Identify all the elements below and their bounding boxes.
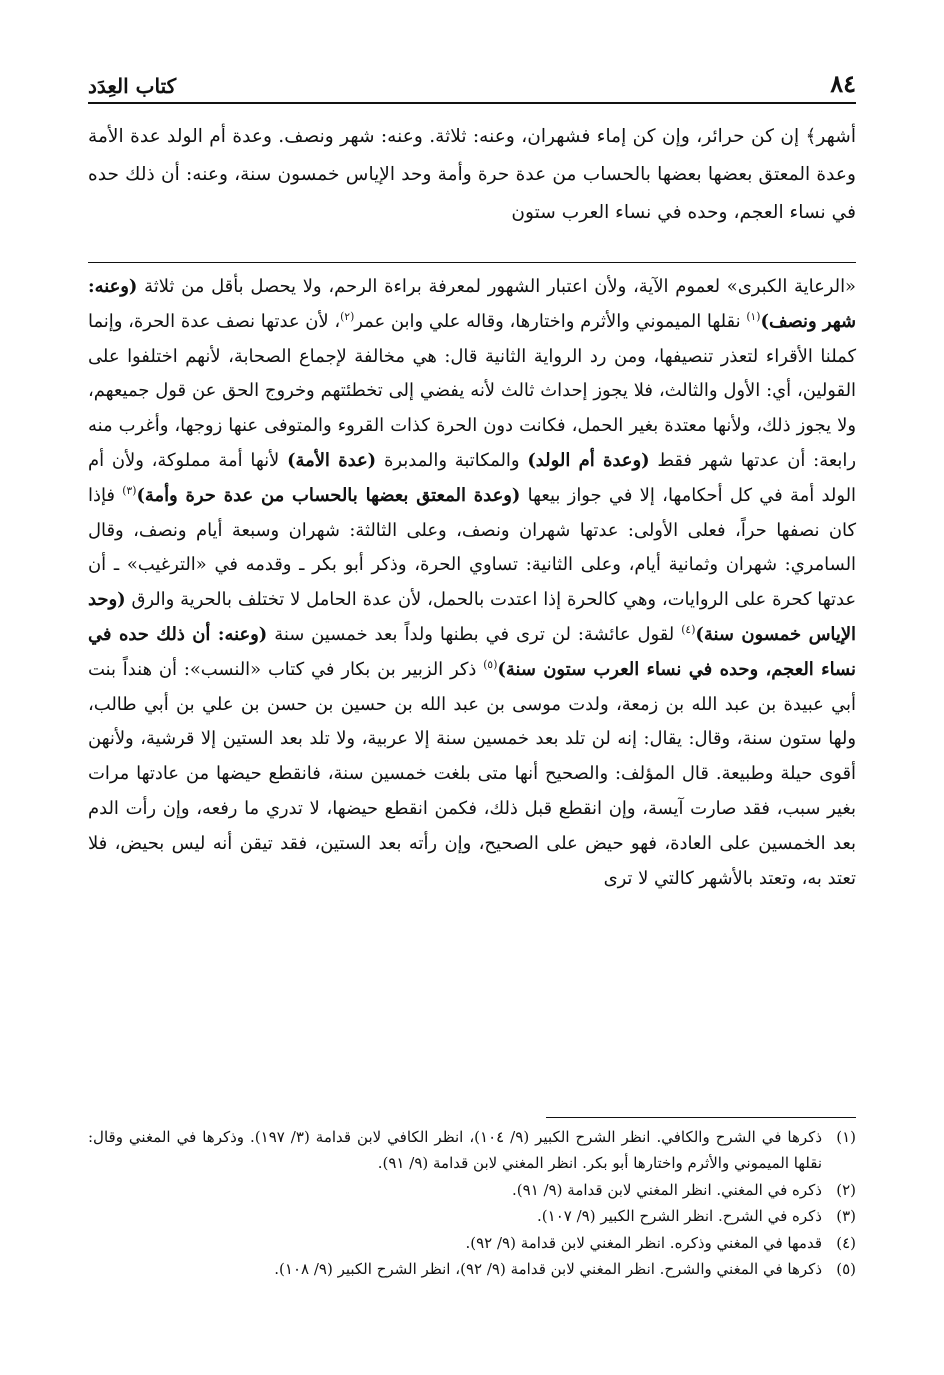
footnote-separator — [546, 1117, 856, 1118]
commentary-text: فإذا كان نصفها حراً، فعلى الأولى: عدتها شهران ونصف، وعلى الثالثة: شهران وسبعة أيام ونصف، وقال السامري: شهران وثمانية أيام، وعلى الثانية: تساوي الحرة، وذكر أبو بكر ـ وقدمه في «الترغيب» ـ أن عدتها كحرة على الروايات، وهي كالحرة إذا اعتدت بالحمل، لأن عدة الحامل لا تختلف بالحرية والرق — [88, 484, 857, 611]
running-header — [88, 62, 856, 104]
quoted-matn: (وعدة أم الولد) — [527, 449, 650, 471]
quoted-matn: (وعنه: أن ذلك حده في نساء العجم، وحده في نساء العرب ستون سنة) — [88, 623, 856, 680]
footnote-text: قدمها في المغني وذكره. انظر المغني لابن قدامة (٩/ ٩٢). — [465, 1233, 822, 1252]
commentary-text: لأنها أمة مملوكة، ولأن أم الولد أمة في كل أحكامها، إلا في جواز بيعها — [88, 449, 856, 506]
quoted-matn: (وعنه: شهر ونصف) — [88, 276, 857, 332]
footnote-ref[interactable]: (١) — [746, 309, 761, 323]
commentary-text: نقلها الميموني والأثرم واختارها، وقاله علي وابن عمر — [354, 310, 741, 332]
footnote-ref[interactable]: (٢) — [340, 309, 355, 323]
page-number: ٨٤ — [830, 69, 856, 98]
footnote — [88, 1203, 856, 1229]
commentary-text: «الرعاية الكبرى» لعموم الآية، ولأن اعتبار الشهور لمعرفة براءة الرحم، ولا يحصل بأقل من ثلاثة — [144, 276, 856, 297]
footnote-text: ذكره في الشرح. انظر الشرح الكبير (٩/ ١٠٧). — [537, 1207, 822, 1226]
footnote-number: (٤) — [836, 1233, 856, 1252]
footnote-ref[interactable]: (٣) — [122, 483, 137, 497]
quoted-matn: (وحد الإياس خمسون سنة) — [88, 589, 857, 645]
commentary-text: ، لأن عدتها نصف عدة الحرة، وإنما كملنا الأقراء لتعذر تنصيفها، ومن رد الرواية الثانية قال: هي مخالفة لإجماع الصحابة، لأنهم اختلفوا على القولين، أي: الأول والثالث، فلا يجوز إحداث ثالث لأنه يفضي إلى تخطئتهم وخروج الحق عن قول جميعهم، ولا يجوز ذلك، ولأنها معتدة بغير الحمل، فكانت دون الحرة كذات القروء والمتوفى عنها زوجها، وأغرب منه رابعة: أن عدتها شهر فقط — [88, 310, 857, 471]
footnote-number: (٢) — [836, 1180, 856, 1199]
commentary-text: لقول عائشة: لن ترى في بطنها ولداً بعد خمسين سنة — [274, 623, 675, 645]
commentary — [88, 270, 856, 896]
footnotes — [88, 1124, 856, 1282]
main-text: أشهر﴾ إن كن حرائر، وإن كن إماء فشهران، وعنه: ثلاثة. وعنه: شهر ونصف. وعدة أم الولد عدة الأمة وعدة المعتق بعضها بعضها بالحساب من عدة حرة وأمة وحد الإياس خمسون سنة، وعنه: أن ذلك حده في نساء العجم، وحده في نساء العرب ستون — [88, 126, 856, 223]
commentary-text: والمكاتبة والمدبرة — [383, 449, 520, 471]
quoted-matn: (عدة الأمة) — [287, 449, 377, 471]
footnote-text: ذكره في المغني. انظر المغني لابن قدامة (٩/ ٩١). — [512, 1180, 822, 1199]
quoted-matn: (وعدة المعتق بعضها بالحساب من عدة حرة وأمة) — [136, 484, 521, 506]
book-title: كتاب العِدَد — [88, 74, 177, 98]
footnote-text: ذكرها في المغني والشرح. انظر المغني لابن قدامة (٩/ ٩٢)، انظر الشرح الكبير (٩/ ١٠٨). — [274, 1260, 822, 1279]
footnote-ref[interactable]: (٤) — [681, 623, 696, 636]
footnote-number: (٥) — [836, 1260, 856, 1279]
main-commentary-separator — [88, 262, 856, 263]
footnote-text: ذكرها في الشرح والكافي. انظر الشرح الكبير (٩/ ١٠٤)، انظر الكافي لابن قدامة (٣/ ١٩٧). وذكرها في المغني وقال: نقلها الميموني والأثرم واختارها أبو بكر. انظر المغني لابن قدامة (٩/ ٩١). — [88, 1128, 822, 1173]
footnote-number: (٣) — [836, 1207, 856, 1226]
footnote-number: (١) — [836, 1128, 856, 1146]
footnote — [88, 1177, 856, 1203]
footnote-ref[interactable]: (٥) — [483, 657, 498, 671]
commentary-text: ذكر الزبير بن بكار في كتاب «النسب»: أن هنداً بنت أبي عبيدة بن عبد الله بن زمعة، ولدت موسى بن عبد الله بن حسين بن حسن بن علي بن أبي طالب، ولها ستون سنة، وقال: يقال: إنه لن تلد بعد خمسين سنة إلا عربية، ولا تلد بعد الستين إلا قرشية، ولأنهن أقوى حيلة وطبيعة. قال المؤلف: والصحيح أنها متى بلغت خمسين سنة، فانقطع حيضها من عادتها مرات بغير سبب، فقد صارت آيسة، وإن انقطع قبل ذلك، فكمن انقطع حيضها، لا تدري ما رفعه، وإن رأت الدم بعد الخمسين على العادة، فهو حيض على الصحيح، وإن رأته بعد الستين، فقد تيقن أنه ليس بحيض، فلا تعتد به، وتعتد بالأشهر كالتي لا ترى — [88, 658, 856, 889]
footnote — [88, 1124, 856, 1177]
footnote — [88, 1256, 856, 1282]
footnote — [88, 1230, 856, 1256]
